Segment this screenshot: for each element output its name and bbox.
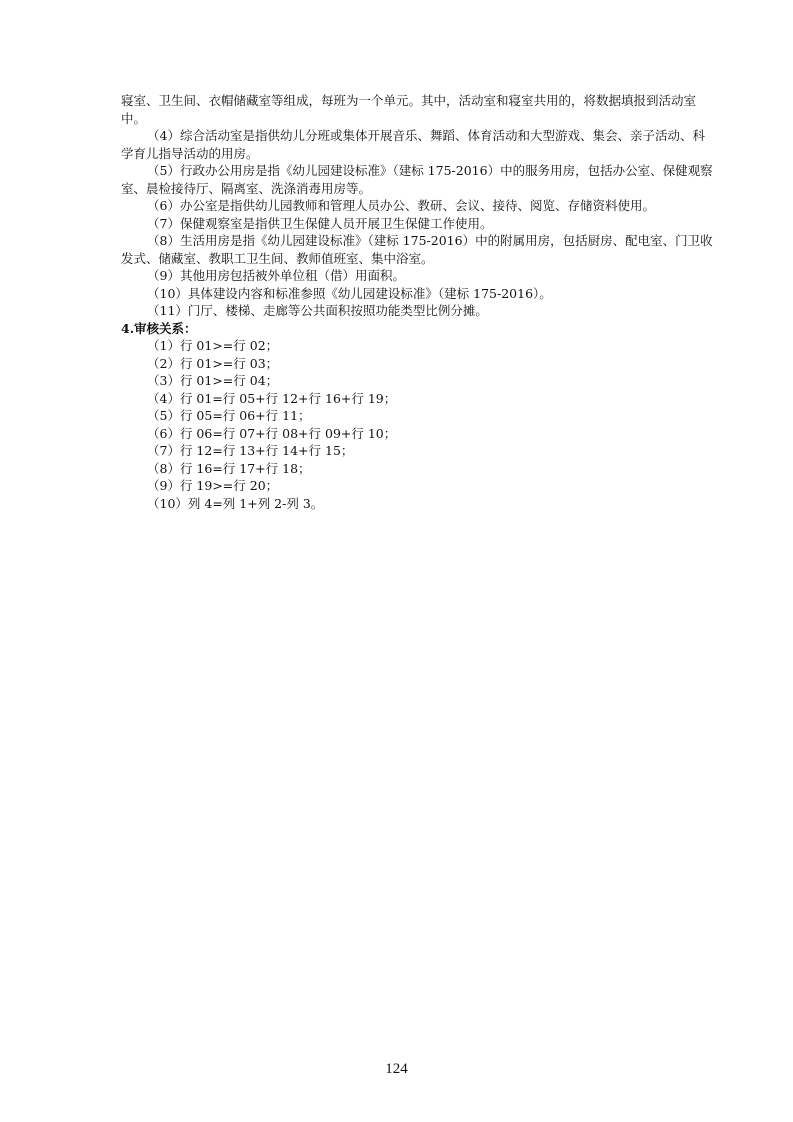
audit-rule: （3）行 01>=行 04； <box>147 373 279 388</box>
note-item: （10）具体建设内容和标准参照《幼儿园建设标准》（建标 175-2016）。 <box>147 285 552 301</box>
audit-rule: （1）行 01>=行 02； <box>147 338 279 353</box>
note-item: （7）保健观察室是指供卫生保健人员开展卫生保健工作使用。 <box>147 215 493 231</box>
note-item-continuation: 学育儿指导活动的用房。 <box>121 145 259 161</box>
paragraph-line: 寝室、卫生间、衣帽储藏室等组成，每班为一个单元。其中，活动室和寝室共用的，将数据填报到活动室 <box>121 93 697 108</box>
audit-rule: （4）行 01=行 05+行 12+行 16+行 19； <box>147 390 397 406</box>
document-body <box>121 92 713 512</box>
section-heading: 4.审核关系： <box>121 320 197 336</box>
note-item-continuation: 发式、储藏室、教职工卫生间、教师值班室、集中浴室。 <box>121 250 434 266</box>
note-item: （4）综合活动室是指供幼儿分班或集体开展音乐、舞蹈、体育活动和大型游戏、集会、亲子活动、科 <box>147 128 705 143</box>
audit-rule: （9）行 19>=行 20； <box>147 478 279 493</box>
note-item: （6）办公室是指供幼儿园教师和管理人员办公、教研、会议、接待、阅览、存储资料使用。 <box>147 198 655 213</box>
audit-rule: （8）行 16=行 17+行 18； <box>147 460 311 476</box>
note-item-continuation: 室、晨检接待厅、隔离室、洗涤消毒用房等。 <box>121 180 372 196</box>
audit-rule: （2）行 01>=行 03； <box>147 355 279 371</box>
note-item: （11）门厅、楼梯、走廊等公共面积按照功能类型比例分摊。 <box>147 303 488 318</box>
audit-rule: （5）行 05=行 06+行 11； <box>147 408 311 423</box>
audit-rule: （6）行 06=行 07+行 08+行 09+行 10； <box>147 425 397 441</box>
audit-rule: （7）行 12=行 13+行 14+行 15； <box>147 443 354 458</box>
note-item: （5）行政办公用房是指《幼儿园建设标准》（建标 175-2016）中的服务用房，包括办公室、保健观察 <box>147 163 713 178</box>
page-number: 124 <box>385 1061 408 1077</box>
audit-rule: （10）列 4=列 1+列 2-列 3。 <box>147 495 324 511</box>
note-item: （8）生活用房是指《幼儿园建设标准》（建标 175-2016）中的附属用房，包括厨房、配电室、门卫收 <box>147 233 713 248</box>
note-item: （9）其他用房包括被外单位租（借）用面积。 <box>147 268 405 283</box>
paragraph-line: 中。 <box>121 110 147 126</box>
